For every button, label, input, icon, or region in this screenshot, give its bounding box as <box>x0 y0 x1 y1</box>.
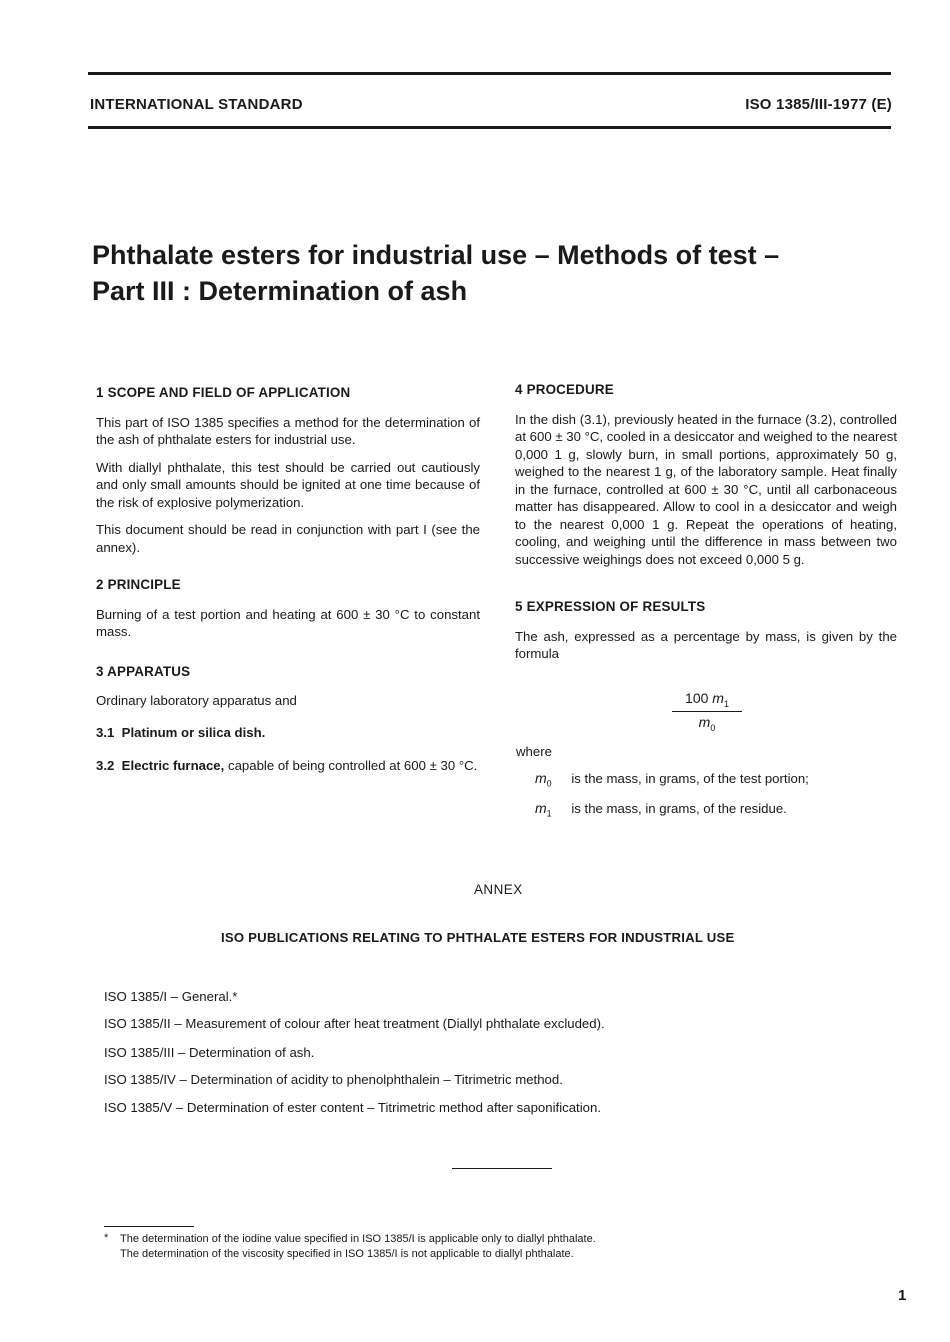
formula-denominator: $m_0$ <box>698 713 716 733</box>
header-top-rule <box>88 72 891 75</box>
section-5-heading: 5 EXPRESSION OF RESULTS <box>515 599 706 614</box>
annex-item-5: ISO 1385/V – Determination of ester content – Titrimetric method after saponification. <box>104 1100 601 1115</box>
section-2-heading: 2 PRINCIPLE <box>96 577 181 592</box>
item-3-2-number: 3.2 <box>96 758 115 773</box>
formula-fraction-bar <box>672 711 742 712</box>
annex-item-4: ISO 1385/IV – Determination of acidity to phenolphthalein – Titrimetric method. <box>104 1072 563 1087</box>
section-2-para-1: Burning of a test portion and heating at 600 ± 30 °C to constant mass. <box>96 606 480 639</box>
where-label: where <box>516 744 552 759</box>
right-column <box>515 381 897 663</box>
section-3-item-2 <box>96 757 480 775</box>
section-4-heading: 4 PROCEDURE <box>515 382 614 397</box>
end-rule <box>452 1168 552 1169</box>
footnote-line-2: The determination of the viscosity specified in ISO 1385/I is not applicable to diallyl phthalate. <box>120 1248 574 1260</box>
formula-numerator: 100 $m_1$ <box>685 690 729 709</box>
annex-item-3: ISO 1385/III – Determination of ash. <box>104 1045 315 1060</box>
page-number: 1 <box>898 1287 907 1304</box>
page-title-line1: Phthalate esters for industrial use – Methods of test – <box>92 240 780 270</box>
section-1-para-3: This document should be read in conjunction with part I (see the annex). <box>96 522 480 555</box>
header-standard-label: INTERNATIONAL STANDARD <box>90 96 303 113</box>
annex-item-2: ISO 1385/II – Measurement of colour after heat treatment (Diallyl phthalate excluded). <box>104 1016 605 1031</box>
item-3-1-label: Platinum or silica dish. <box>121 724 266 740</box>
footnote-marker: * <box>104 1232 109 1244</box>
left-column <box>96 384 480 775</box>
section-3-heading: 3 APPARATUS <box>96 663 191 679</box>
annex-title: ISO PUBLICATIONS RELATING TO PHTHALATE ESTERS FOR INDUSTRIAL USE <box>221 930 735 945</box>
page-title-line2: Part III : Determination of ash <box>92 276 468 306</box>
definition-m1: $m_1$ is the mass, in grams, of the residue. <box>535 800 787 819</box>
footnote-rule <box>104 1226 194 1227</box>
section-1-para-1: This part of ISO 1385 specifies a method for the determination of the ash of phthalate esters for industrial use. <box>96 414 480 447</box>
section-1-para-2: With diallyl phthalate, this test should be carried out cautiously and only small amounts should be ignited at one time because of the risk of explosive polymerization. <box>96 459 480 510</box>
ash-formula <box>672 690 742 733</box>
section-3-item-1 <box>96 724 480 742</box>
item-3-2-label: Electric furnace, <box>121 758 225 773</box>
section-4-para-1: In the dish (3.1), previously heated in the furnace (3.2), controlled at 600 ± 30 °C, cooled in a desiccator and weighed to the nearest 0,000 1 g, slowly burn, in small portions, approximately 50 g, weighed to the nearest 1 g, of the laboratory sample. Heat finally in the furnace, controlled at 600 ± 30 °C, until all carbonaceous matter has disappeared. Allow to cool in a desiccator and weigh to the nearest 0,000 1 g. Repeat the operations of heating, cooling, and weighing until the difference in mass between two successive weighings does not exceed 0,000 5 g. <box>515 411 898 567</box>
item-3-2-text: capable of being controlled at 600 ± 30 °C. <box>227 758 478 773</box>
annex-label: ANNEX <box>474 882 523 897</box>
section-3-para-1: Ordinary laboratory apparatus and <box>96 693 297 708</box>
footnote-line-1: The determination of the iodine value specified in ISO 1385/I is applicable only to diallyl phthalate. <box>120 1233 596 1245</box>
header-doc-number: ISO 1385/III-1977 (E) <box>745 96 892 113</box>
definition-m0: $m_0$ is the mass, in grams, of the test portion; <box>535 770 809 789</box>
section-1-heading: 1 SCOPE AND FIELD OF APPLICATION <box>96 385 351 400</box>
annex-item-1: ISO 1385/I – General.* <box>104 989 238 1004</box>
header-bottom-rule <box>88 126 891 129</box>
item-3-1-number: 3.1 <box>96 724 115 740</box>
section-5-para-1: The ash, expressed as a percentage by mass, is given by the formula <box>515 628 897 661</box>
